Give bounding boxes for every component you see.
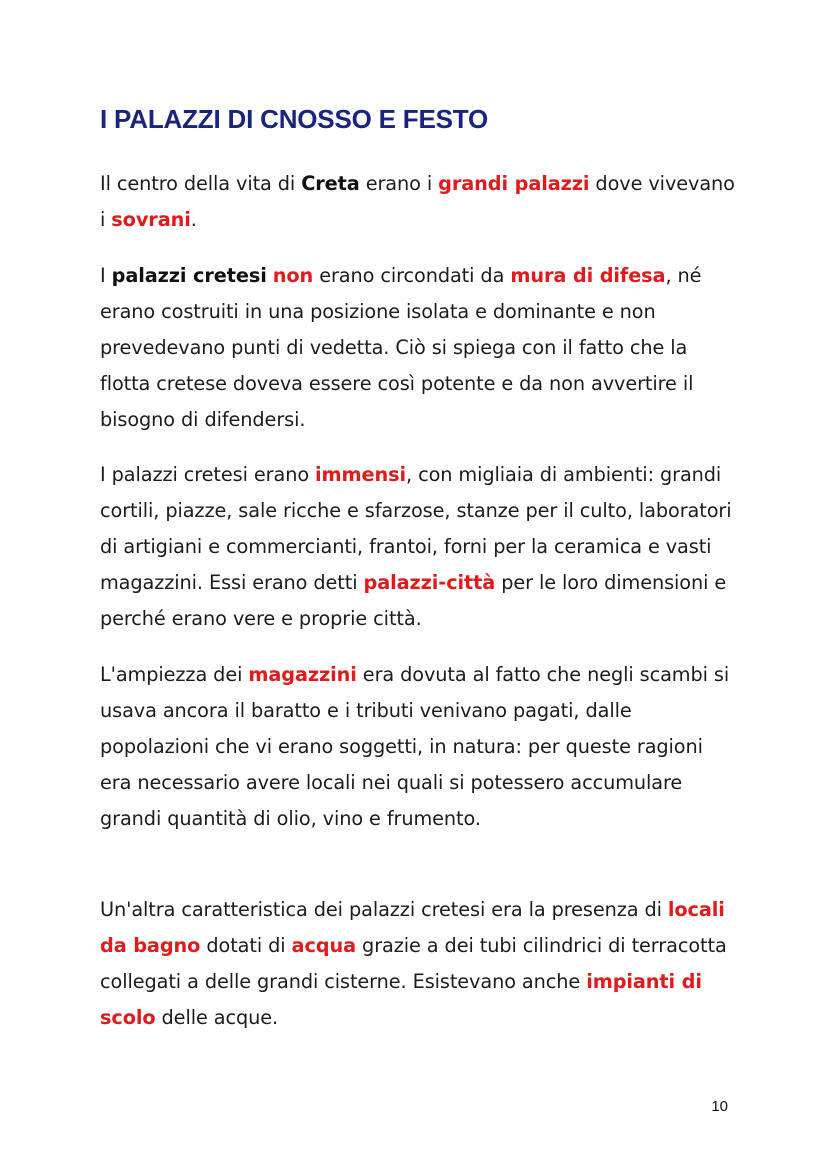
text-run: dotati di [200, 934, 292, 957]
highlight-term: grandi palazzi [438, 172, 590, 195]
text-run: delle acque. [155, 1006, 279, 1029]
highlight-term: locali da bagno [100, 898, 725, 957]
paragraph-storage [100, 657, 736, 837]
bold-term: Creta [301, 172, 360, 195]
highlight-term: acqua [291, 934, 357, 957]
page-number: 10 [711, 1098, 728, 1115]
text-run: I palazzi cretesi erano [100, 463, 316, 486]
highlight-term: sovrani [111, 208, 191, 231]
text-run: Il centro della vita di [100, 172, 302, 195]
text-run: erano circondati da [313, 264, 511, 287]
paragraph-intro [100, 166, 736, 238]
text-run: . [190, 208, 197, 231]
paragraph-size [100, 457, 736, 637]
text-run: Un'altra caratteristica dei palazzi cretesi era la presenza di [100, 898, 668, 921]
text-run: , né erano costruiti in una posizione isolata e dominante e non prevedevano punti di vedetta. Ciò si spiega con il fatto che la flotta cretese doveva essere così potente e da non avvertire il bisogno di difendersi. [100, 264, 702, 431]
highlight-term: immensi [315, 463, 407, 486]
text-run: erano i [359, 172, 439, 195]
text-run: L'ampiezza dei [100, 663, 249, 686]
bold-term: palazzi cretesi [111, 264, 267, 287]
text-run: grazie a dei tubi cilindrici di terracotta collegati a delle grandi cisterne. Esistevano anche [100, 934, 727, 993]
highlight-term: magazzini [248, 663, 357, 686]
highlight-term: mura di difesa [510, 264, 666, 287]
text-run: per le loro dimensioni e perché erano vere e proprie città. [100, 571, 727, 630]
paragraph-baths [100, 892, 736, 1036]
text-run: era dovuta al fatto che negli scambi si usava ancora il baratto e i tributi venivano pagati, dalle popolazioni che vi erano soggetti, in natura: per queste ragioni era necessario avere locali nei quali si potessero accumulare grandi quantità di olio, vino e frumento. [100, 663, 730, 830]
page-title: I PALAZZI DI CNOSSO E FESTO [100, 104, 489, 134]
highlight-term: non [272, 264, 314, 287]
text-run: I [100, 264, 112, 287]
text-run: , con migliaia di ambienti: grandi cortili, piazze, sale ricche e sfarzose, stanze per il culto, laboratori di artigiani e commercianti, frantoi, forni per la ceramica e vasti magazzini. Essi erano detti [100, 463, 732, 594]
text-run: dove vivevano i [100, 172, 735, 231]
highlight-term: palazzi-città [363, 571, 496, 594]
highlight-term: impianti di scolo [100, 970, 702, 1029]
paragraph-defense [100, 258, 736, 438]
